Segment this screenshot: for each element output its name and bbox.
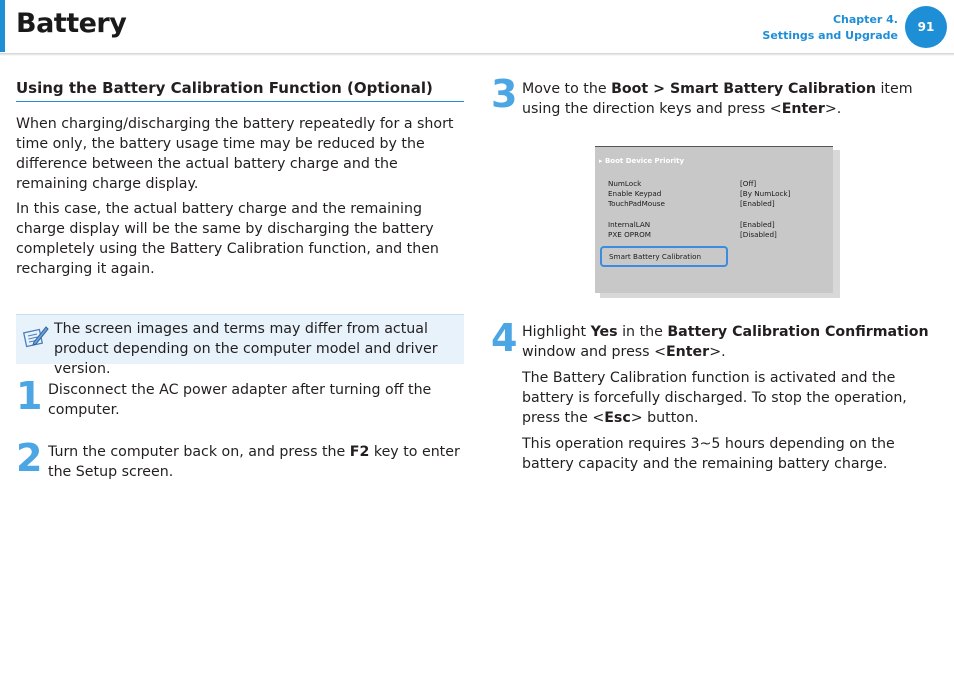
step-4-duration-note: This operation requires 3~5 hours depending on the battery capacity and the remaining battery charge. bbox=[522, 436, 895, 472]
step-3-text-post: >. bbox=[824, 101, 842, 117]
bios-row-label: InternalLAN bbox=[608, 220, 651, 229]
bios-highlight-label: Smart Battery Calibration bbox=[609, 252, 702, 261]
note-box bbox=[16, 314, 464, 377]
step-4-detail-pre: The Battery Calibration function is activated and the battery is forcefully discharged. To stop the operation, press the < bbox=[522, 370, 907, 426]
header-divider bbox=[0, 53, 954, 56]
step-3-text bbox=[522, 79, 942, 119]
bios-highlight-smart-battery-calibration bbox=[600, 246, 728, 267]
step-4-text-mid2: window and press < bbox=[522, 344, 666, 360]
bios-row-label: PXE OPROM bbox=[608, 230, 651, 239]
bios-row-value: [Disabled] bbox=[740, 230, 777, 239]
bios-screenshot bbox=[595, 146, 833, 293]
step-4-key: Enter bbox=[665, 344, 710, 360]
chapter-label bbox=[762, 12, 898, 44]
explanation-paragraph: In this case, the actual battery charge and the remaining charge display will be the same by discharging the battery completely using the Battery Calibration function, and then recharging it again. bbox=[16, 201, 439, 277]
pencil-note-icon bbox=[22, 322, 50, 350]
step-4-esc-key: Esc bbox=[604, 410, 631, 426]
step-2-text-post: key to enter the Setup screen. bbox=[48, 444, 460, 480]
step-2-text bbox=[48, 442, 464, 482]
step-4-detail bbox=[522, 368, 942, 428]
bios-row-label: Enable Keypad bbox=[608, 189, 662, 198]
page-number-badge: 91 bbox=[905, 6, 947, 48]
bios-row-value: [By NumLock] bbox=[740, 189, 791, 198]
section-heading: Using the Battery Calibration Function (Optional) bbox=[16, 79, 464, 102]
bios-row-label: TouchPadMouse bbox=[608, 199, 665, 208]
step-4-window-name: Battery Calibration Confirmation bbox=[667, 324, 929, 340]
chapter-number: Chapter 4. bbox=[832, 13, 898, 26]
step-4-text-mid: in the bbox=[617, 324, 668, 340]
header-accent-bar bbox=[0, 0, 5, 52]
step-1-text: Disconnect the AC power adapter after turning off the computer. bbox=[48, 382, 432, 418]
step-1-number: 1 bbox=[16, 374, 43, 418]
step-4-text-pre: Highlight bbox=[522, 324, 591, 340]
bios-row-value: [Enabled] bbox=[740, 220, 775, 229]
step-2-key: F2 bbox=[349, 444, 370, 460]
intro-paragraph: When charging/discharging the battery repeatedly for a short time only, the battery usage time may be reduced by the difference between the actual battery charge and the remaining charge display. bbox=[16, 116, 454, 192]
step-2-number: 2 bbox=[16, 436, 43, 480]
step-3-menu-path: Boot > Smart Battery Calibration bbox=[611, 81, 876, 97]
step-4-text bbox=[522, 322, 942, 362]
step-2-text-pre: Turn the computer back on, and press the bbox=[48, 444, 350, 460]
step-4-detail-post: > button. bbox=[630, 410, 699, 426]
step-4-text-post: >. bbox=[709, 344, 726, 360]
bios-row-value: [Enabled] bbox=[740, 199, 775, 208]
chapter-title: Settings and Upgrade bbox=[762, 29, 898, 42]
page-title: Battery bbox=[16, 8, 127, 39]
step-3-key: Enter bbox=[781, 101, 825, 117]
step-3-text-mid: item using the direction keys and press < bbox=[522, 81, 913, 117]
bios-row-value: [Off] bbox=[740, 179, 757, 188]
bios-menu-title: ▸ Boot Device Priority bbox=[599, 157, 685, 165]
note-text: The screen images and terms may differ from actual product depending on the computer model and driver version. bbox=[54, 321, 438, 377]
step-3-text-pre: Move to the bbox=[522, 81, 612, 97]
step-4-number: 4 bbox=[491, 316, 518, 360]
step-3-number: 3 bbox=[491, 72, 518, 116]
step-4-option: Yes bbox=[590, 324, 618, 340]
bios-row-label: NumLock bbox=[608, 179, 642, 188]
